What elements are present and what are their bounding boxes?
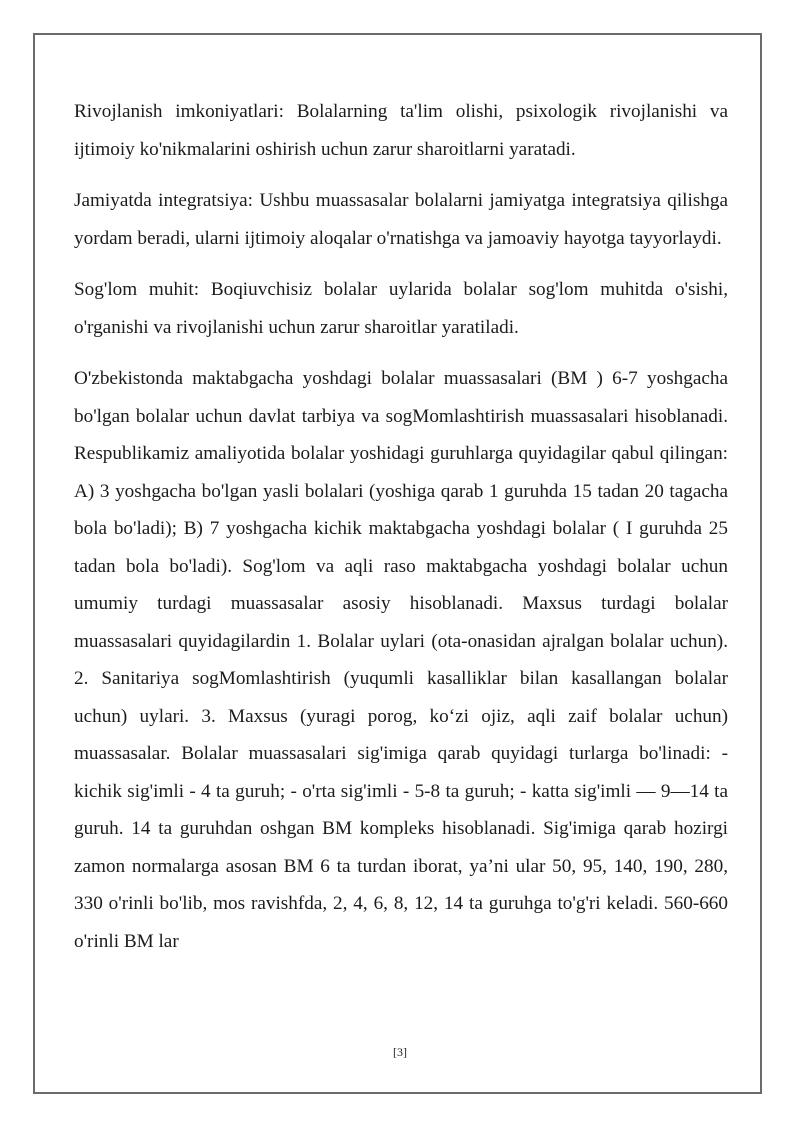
paragraph-social-integration: Jamiyatda integratsiya: Ushbu muassasalar bolalarni jamiyatga integratsiya qilishga yordam beradi, ularni ijtimoiy aloqalar o'rnatishga va jamoaviy hayotga tayyorlaydi. (74, 190, 728, 249)
paragraph-healthy-environment: Sog'lom muhit: Boqiuvchisiz bolalar uylarida bolalar sog'lom muhitda o'sishi, o'rganishi va rivojlanishi uchun zarur sharoitlar yaratiladi. (74, 279, 728, 338)
document-body (74, 93, 728, 974)
paragraph-preschool-institutions: O'zbekistonda maktabgacha yoshdagi bolalar muassasalari (BM ) 6-7 yoshgacha bo'lgan bolalar uchun davlat tarbiya va sogMomlashtirish muassasalari hisoblanadi. Respublikamiz amaliyotida bolalar yoshidagi guruhlarga quyidagilar qabul qilingan: A) 3 yoshgacha bo'lgan yasli bolalari (yoshiga qarab 1 guruhda 15 tadan 20 tagacha bola bo'ladi); B) 7 yoshgacha kichik maktabgacha yoshdagi bolalar ( I guruhda 25 tadan bola bo'ladi). Sog'lom va aqli raso maktabgacha yoshdagi bolalar uchun umumiy turdagi muassasalar asosiy hisoblanadi. Maxsus turdagi bolalar muassasalari quyidagilardin 1. Bolalar uylari (ota-onasidan ajralgan bolalar uchun). 2. Sanitariya sogMomlashtirish (yuqumli kasalliklar bilan kasallangan bolalar uchun) uylari. 3. Maxsus (yuragi porog, ko‘zi ojiz, aqli zaif bolalar uchun) muassasalar. Bolalar muassasalari sig'imiga qarab quyidagi turlarga bo'linadi: - kichik sig'imli - 4 ta guruh; - o'rta sig'imli - 5-8 ta guruh; - katta sig'imli — 9—14 ta guruh. 14 ta guruhdan oshgan BM kompleks hisoblanadi. Sig'imiga qarab hozirgi zamon normalarga asosan BM 6 ta turdan iborat, ya’ni ular 50, 95, 140, 190, 280, 330 o'rinli bo'lib, mos ravishfda, 2, 4, 6, 8, 12, 14 ta guruhga to'g'ri keladi. 560-660 o'rinli BM lar (74, 368, 728, 952)
page-number: [3] (393, 1045, 407, 1059)
paragraph-development-opportunities: Rivojlanish imkoniyatlari: Bolalarning ta'lim olishi, psixologik rivojlanishi va ijtimoiy ko'nikmalarini oshirish uchun zarur sharoitlarni yaratadi. (74, 101, 728, 160)
